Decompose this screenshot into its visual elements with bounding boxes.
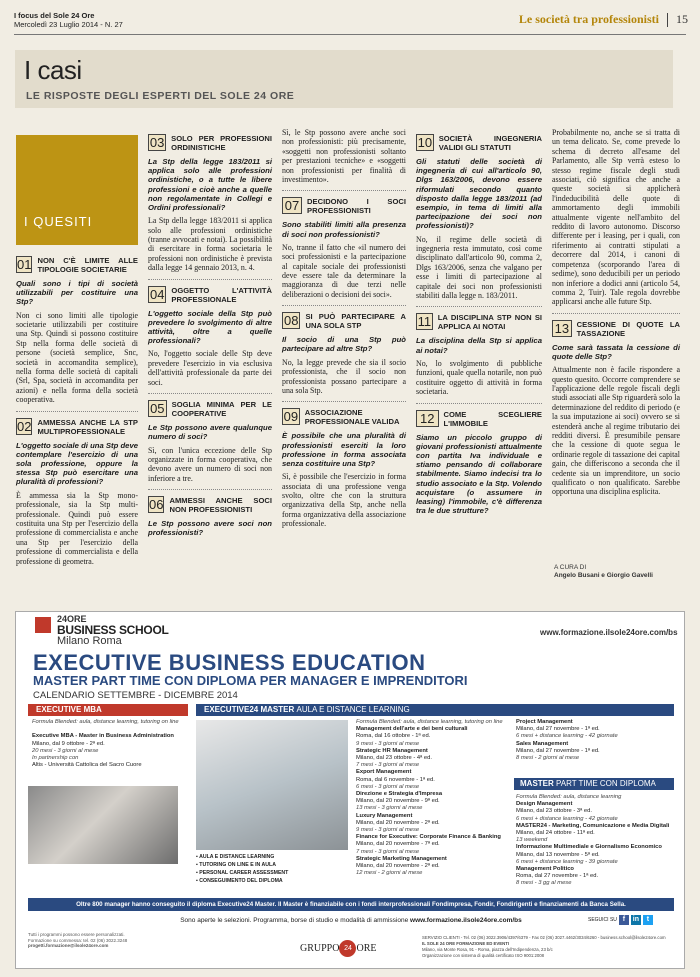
issue-date: Mercoledì 23 Luglio 2014 - N. 27 bbox=[14, 20, 123, 29]
course-line: Luxury Management bbox=[356, 812, 413, 819]
course-list-a bbox=[356, 719, 508, 877]
qa-title: ASSOCIAZIONE PROFESSIONALE VALIDA bbox=[304, 408, 400, 427]
qa-answer: No, l'oggetto sociale delle Stp deve prevedere l'esercizio in via esclusiva dell'attività professionale da parte dei soci. bbox=[148, 349, 272, 387]
column-5 bbox=[552, 128, 680, 503]
qa-item bbox=[416, 134, 542, 300]
course-line: Roma, dal 16 ottobre - 1ª ed. bbox=[356, 733, 431, 740]
course-line: Milano, dal 27 novembre - 1ª ed. bbox=[516, 747, 600, 754]
bar-executive24-title: EXECUTIVE24 MASTER bbox=[204, 705, 295, 714]
qa-number: 06 bbox=[149, 497, 164, 513]
legend-item: ▪ CONSEGUIMENTO DEL DIPLOMA bbox=[196, 878, 283, 884]
logo-mid: BUSINESS SCHOOL bbox=[57, 623, 169, 637]
course-line: 6 mesi + distance learning - 42 giornate bbox=[516, 815, 618, 822]
course-line: Milano, dal 20 novembre - 7ª ed. bbox=[356, 841, 440, 848]
separator bbox=[282, 401, 406, 402]
legend-item: ▪ AULA E DISTANCE LEARNING bbox=[196, 854, 275, 860]
gruppo-24ore-logo: GRUPPO 24 ORE bbox=[300, 940, 376, 957]
course-line: Roma, dal 27 novembre - 1ª ed. bbox=[516, 873, 599, 880]
page-subtitle: LE RISPOSTE DEGLI ESPERTI DEL SOLE 24 ORE bbox=[26, 90, 295, 102]
page-header-right bbox=[519, 12, 688, 27]
ad-headline: EXECUTIVE BUSINESS EDUCATION bbox=[33, 650, 426, 675]
logo-bottom: Milano Roma bbox=[57, 635, 122, 647]
course-line: Export Management bbox=[356, 769, 412, 776]
qa-title: LA DISCIPLINA STP NON SI APPLICA AI NOTAI bbox=[437, 313, 542, 332]
qa-title: AMMESSI ANCHE SOCI NON PROFESSIONISTI bbox=[169, 496, 272, 515]
course-line: 9 mesi - 3 giorni al mese bbox=[356, 827, 420, 834]
course-line: Milano, dal 23 ottobre - 3ª ed. bbox=[516, 808, 592, 815]
qa-answer: La Stp della legge 183/2011 si applica solo alle professioni ordinistiche (tranne avvocati e notai). La possibilità di esercitare in forma societaria le professioni non ordinistiche è prevista dalla legge 14 gennaio 2013, n. 4. bbox=[148, 216, 272, 273]
publication-name: I focus del Sole 24 Ore bbox=[14, 11, 95, 20]
qa-title: SOCIETÀ INGEGNERIA VALIDI GLI STATUTI bbox=[438, 134, 542, 152]
course-line: Milano, dal 23 ottobre - 4ª ed. bbox=[356, 755, 432, 762]
ad-calendar: CALENDARIO SETTEMBRE - DICEMBRE 2014 bbox=[33, 690, 238, 701]
qa-item bbox=[416, 313, 542, 396]
qa-number: 10 bbox=[417, 135, 433, 150]
mba-partner: Altis - Università Cattolica del Sacro Cuore bbox=[32, 762, 142, 769]
qa-item bbox=[552, 320, 680, 497]
course-line: 8 mesi - 3 gg al mese bbox=[516, 880, 572, 887]
header-divider bbox=[667, 13, 668, 27]
separator bbox=[148, 489, 272, 490]
header-rule bbox=[14, 34, 686, 35]
section-title: Le società tra professionisti bbox=[518, 12, 659, 26]
qa-answer: Sì, le Stp possono avere anche soci non professionisti: più precisamente, «soggetti non professionisti soltanto per prestazioni tecniche» e «soggetti non professionisti per finalità di investimento». bbox=[282, 128, 406, 185]
qa-question: Gli statuti delle società di ingegneria di cui all'articolo 90, Dlgs 163/2006, devono essere riformulati secondo quanto disposto dalla legge 183/2011 (ad esempio, in tema di limiti alla partecipazione dei soci non professionisti)? bbox=[416, 157, 542, 231]
qa-number: 04 bbox=[149, 286, 165, 302]
qa-title: CESSIONE DI QUOTE LA TASSAZIONE bbox=[576, 319, 680, 338]
course-line: Formula Blended: aula, distance learning, tutoring on line bbox=[356, 719, 503, 725]
mba-where: Milano, dal 9 ottobre - 2ª ed. bbox=[32, 740, 105, 747]
qa-title: SOLO PER PROFESSIONI ORDINISTICHE bbox=[171, 134, 272, 152]
qa-question: Sono stabiliti limiti alla presenza di soci non professionisti? bbox=[282, 220, 406, 239]
qa-item bbox=[282, 197, 406, 299]
businessman-photo bbox=[196, 720, 348, 850]
qa-answer: No, il regime delle società di ingegneria resta immutato, così come disciplinato dall'articolo 90, comma 2, Dlgs 163/2006, senza che valgano per esse i limiti di partecipazione al capitale dei soci non professionisti stabiliti dalla legge n. 183/2011. bbox=[416, 234, 542, 301]
byline bbox=[554, 564, 653, 580]
logo-top: 24ORE bbox=[57, 614, 87, 624]
course-line: 13 mesi - 3 giorni al mese bbox=[356, 805, 423, 812]
page-header-left bbox=[14, 11, 123, 29]
qa-question: La Stp della legge 183/2011 si applica solo alle professioni ordinistiche, o a tutte le libere professioni e cioè anche a quelle non regolamentate in Collegi e Ordini professionali? bbox=[148, 157, 272, 213]
qa-title: AMMESSA ANCHE LA STP MULTIPROFESSIONALE bbox=[37, 417, 138, 436]
qa-title: DECIDONO I SOCI PROFESSIONISTI bbox=[307, 197, 406, 216]
qa-question: Le Stp possono avere soci non professionisti? bbox=[148, 519, 272, 538]
course-line: Milano, dal 20 novembre - 2ª ed. bbox=[356, 863, 440, 870]
qa-item bbox=[282, 312, 406, 395]
qa-number: 05 bbox=[148, 400, 167, 417]
course-line: Direzione e Strategia d'Impresa bbox=[356, 791, 443, 798]
linkedin-icon[interactable]: in bbox=[632, 916, 640, 923]
legend-item: ▪ PERSONAL CAREER ASSESSMENT bbox=[196, 870, 289, 876]
mba-days: 20 mesi - 3 giorni al mese bbox=[32, 747, 99, 754]
qa-title: NON C'È LIMITE ALLE TIPOLOGIE SOCIETARIE bbox=[37, 256, 138, 274]
qa-question: Il socio di una Stp può partecipare ad altre Stp? bbox=[282, 335, 406, 354]
qa-question: L'oggetto sociale della Stp può prevedere lo svolgimento di altre attività, oltre a quelle professionali? bbox=[148, 308, 272, 346]
qa-question: Come sarà tassata la cessione di quote delle Stp? bbox=[552, 342, 680, 361]
qa-item bbox=[148, 286, 272, 387]
facebook-icon[interactable]: f bbox=[619, 915, 629, 925]
qa-answer: Attualmente non è facile rispondere a questo quesito. Occorre comprendere se l'applicazione delle regole fiscali degli studi associati alle Stp riguarderà solo la determinazione del reddito di periodo (e la sua imputazione ai soci) ovvero se si estenderà anche al regime tributario dei redditi diversi. È presumibile pensare che la cessione di quote segua le ordinarie regole di tassazione dei capital gain, che differiscono a seconda che il cedente sia un imprenditore, un socio qualificato o non qualificato. Sarebbe opportuna una disciplina esplicita. bbox=[552, 365, 680, 497]
qa-answer: Non ci sono limiti alle tipologie societarie utilizzabili per costituire una Stp. Quindi si possono costituire Stp nella forma delle società di persone (società semplice, Snc, società in accomandita semplice), nella forma delle società di capitali (Srl, Spa, società in accomandita per azioni) e nella forma della società cooperativa. bbox=[16, 310, 138, 405]
mba-formula: Formula Blended: aula, distance learning, tutoring on line bbox=[32, 719, 179, 725]
ad-url-link[interactable]: www.formazione.ilsole24ore.com/bs bbox=[540, 628, 678, 637]
qa-title: SI PUÒ PARTECIPARE A UNA SOLA STP bbox=[305, 312, 406, 331]
column-4 bbox=[416, 128, 542, 519]
course-line: Milano, dal 13 novembre - 5ª ed. bbox=[516, 851, 600, 858]
qa-answer: È ammessa sia la Stp mono-professionale, sia la Stp multi-professionale. Quindi può essere costituita una Stp per l'esercizio della professione di commercialista e anche una Stp per l'esercizio della professione di commercialista e della professione di geometra. bbox=[16, 490, 138, 566]
qa-item bbox=[16, 418, 138, 566]
course-line: Strategic Marketing Management bbox=[356, 855, 447, 862]
separator bbox=[416, 306, 542, 307]
qa-question: Le Stp possono avere qualunque numero di soci? bbox=[148, 423, 272, 442]
separator bbox=[282, 305, 406, 306]
qa-question: La disciplina della Stp si applica ai notai? bbox=[416, 336, 542, 355]
qa-question: Siamo un piccolo gruppo di giovani professionisti attualmente con partita Iva individuale e stiamo pensando di collaborare stabilmente. Siamo indecisi tra lo studio associato e la Stp. Volendo acquistare (o assumere in leasing) l'immobile, c'è differenza tra le due strutture? bbox=[416, 432, 542, 516]
course-line: Design Management bbox=[516, 801, 573, 808]
course-list-b bbox=[516, 719, 674, 762]
qa-answer: No, tranne il fatto che «il numero dei soci professionisti e la partecipazione al capitale sociale dei professionisti deve essere tale da determinare la maggioranza di due terzi nelle deliberazioni o decisioni dei soci». bbox=[282, 242, 406, 299]
qa-number: 07 bbox=[282, 197, 302, 214]
qa-answer: Sì, è possibile che l'esercizio in forma associata di una professione venga svolto, oltre che con la struttura organizzativa della Stp, anche nella forma organizzativa della associazione professionale. bbox=[282, 472, 406, 529]
qa-item bbox=[148, 134, 272, 273]
qa-answer: No, lo svolgimento di pubbliche funzioni, quale quella notarile, non può costituire oggetto di attività in forma societaria. bbox=[416, 358, 542, 397]
course-line: Milano, dal 24 ottobre - 11ª ed. bbox=[516, 830, 595, 837]
course-line: Informazione Multimediale e Giornalismo Economico bbox=[516, 844, 662, 851]
mba-partner-label: In partnership con bbox=[32, 755, 79, 762]
course-line: Finance for Executive: Corporate Finance & Banking bbox=[356, 834, 501, 841]
ad-strip-url[interactable]: www.formazione.ilsole24ore.com/bs bbox=[410, 917, 522, 924]
bar-executive24 bbox=[196, 704, 674, 716]
page-title: I casi bbox=[24, 55, 82, 85]
course-line: MASTER24 - Marketing, Comunicazione e Media Digitali bbox=[516, 822, 670, 829]
qa-item bbox=[148, 496, 272, 537]
ad-footer-right: SERVIZIO CLIENTI - Tel. 02 (06) 3022.3906/4397/6379 - Fax 02 (06) 3027.4462/3034/6260 - business.school@ilsole24ore.com IL SOLE 24 ORE FORMAZIONE ED EVENTI Milano, via Monte Rosa, 91 - Roma, piazza dell'Indipendenza, 23 b/c Organizzazione con sistema di qualità certificato ISO 9001:2008 bbox=[422, 935, 666, 958]
qa-number: 02 bbox=[17, 418, 32, 434]
ad-subheadline: MASTER PART TIME CON DIPLOMA PER MANAGER E IMPRENDITORI bbox=[33, 673, 468, 688]
qa-number: 09 bbox=[283, 409, 299, 425]
column-1 bbox=[16, 250, 138, 572]
separator bbox=[552, 313, 680, 314]
qa-number: 11 bbox=[417, 314, 432, 330]
course-line: Roma, dal 6 novembre - 1ª ed. bbox=[356, 776, 435, 783]
course-line: 12 mesi - 2 giorni al mese bbox=[356, 870, 423, 877]
social-links bbox=[588, 915, 653, 925]
qa-title: COME SCEGLIERE L'IMMOBILE bbox=[443, 409, 542, 428]
qa-item bbox=[282, 408, 406, 528]
business-school-logo-icon bbox=[35, 617, 51, 633]
exec-legend bbox=[196, 853, 288, 885]
qa-item bbox=[16, 256, 138, 405]
qa-question: È possibile che una pluralità di professionisti eserciti la loro professione in forma associata senza costituire una Stp? bbox=[282, 431, 406, 468]
course-line: Milano, dal 27 novembre - 1ª ed. bbox=[516, 726, 600, 733]
seguici-label: SEGUICI SU bbox=[588, 917, 617, 923]
qa-title: OGGETTO L'ATTIVITÀ PROFESSIONALE bbox=[171, 285, 272, 304]
separator bbox=[16, 411, 138, 412]
course-line: Management Politico bbox=[516, 866, 574, 873]
bar-master-part-time: MASTER PART TIME CON DIPLOMA bbox=[514, 778, 674, 790]
course-line: 7 mesi - 3 giorni al mese bbox=[356, 762, 420, 769]
separator bbox=[282, 190, 406, 191]
byline-label: A CURA DI bbox=[554, 564, 587, 571]
course-line: 7 mesi - 3 giorni al mese bbox=[356, 848, 420, 855]
qa-question: Quali sono i tipi di società utilizzabili per costituire una Stp? bbox=[16, 279, 138, 307]
qa-number: 01 bbox=[17, 257, 32, 272]
byline-authors: Angelo Busani e Giorgio Gavelli bbox=[554, 572, 653, 579]
course-line: Milano, dal 20 novembre - 9ª ed. bbox=[356, 798, 440, 805]
twitter-icon[interactable]: t bbox=[643, 915, 653, 925]
qa-number: 13 bbox=[552, 320, 572, 337]
bar-executive-mba: EXECUTIVE MBA bbox=[28, 704, 188, 716]
course-line: 13 weekend bbox=[516, 837, 548, 844]
ad-footer-left: Tutti i programmi possono essere personalizzati. Formazione su commessa: tel. 02 (06) 3022.3248 progetti.formazione@ilsole24ore.com bbox=[28, 932, 128, 948]
column-3 bbox=[282, 128, 406, 535]
course-list-c bbox=[516, 794, 674, 888]
qa-number: 08 bbox=[282, 312, 300, 329]
people-photo bbox=[28, 786, 178, 864]
course-line: 9 mesi - 3 giorni al mese bbox=[356, 740, 420, 747]
qa-item bbox=[416, 410, 542, 516]
page-number: 15 bbox=[676, 12, 688, 26]
column-2 bbox=[148, 128, 272, 542]
mba-name: Executive MBA - Master in Business Administration bbox=[32, 733, 174, 740]
course-line: Sales Management bbox=[516, 740, 569, 747]
qa-answer: Probabilmente no, anche se si tratta di un tema delicato. Se, come prevede lo schema di decreto all'esame del Parlamento, alle Stp verrà esteso lo stesso regime fiscale degli studi associati, ciò significa che anche a queste società si applicherà l'indeducibilità delle quote di ammortamento degli immobili attualmente vigente nell'ambito del reddito di lavoro autonomo. Discorso differente per i leasing, per i quali, con riferimento ai contratti stipulati a decorrere dal 2014, i canoni di competenza (scorporando l'area di sedime), sono deducibili per un periodo non inferiore a dodici anni (articolo 54, comma 2, Tuir). Tale regola dovrebbe applicarsi anche alle future Stp. bbox=[552, 128, 680, 307]
course-line: 8 mesi - 2 giorni al mese bbox=[516, 755, 580, 762]
qa-title: SOGLIA MINIMA PER LE COOPERATIVE bbox=[171, 400, 272, 419]
qa-item bbox=[148, 400, 272, 483]
legend-item: ▪ TUTORING ON LINE E IN AULA bbox=[196, 862, 276, 868]
qa-question: L'oggetto sociale di una Stp deve contemplare l'esercizio di una sola professione, oppure la stessa Stp può esercitare una pluralità di professioni? bbox=[16, 440, 138, 487]
course-line: 6 mesi + distance learning - 39 giornate bbox=[516, 858, 618, 865]
course-line: Project Management bbox=[516, 719, 573, 725]
separator bbox=[148, 393, 272, 394]
qa-answer: No, la legge prevede che sia il socio professionista, che il socio non professionista possano partecipare a una sola Stp. bbox=[282, 357, 406, 395]
ad-strip-selections: Sono aperte le selezioni. Programma, borse di studio e modalità di ammissione www.formazione.ilsole24ore.com/bs bbox=[180, 917, 522, 924]
separator bbox=[148, 279, 272, 280]
qa-answer: Sì, con l'unica eccezione delle Stp organizzate in forma cooperativa, che devono avere un numero di soci non inferiore a tre. bbox=[148, 445, 272, 483]
course-line: Strategic HR Management bbox=[356, 747, 428, 754]
course-line: 6 mesi + distance learning - 42 giornate bbox=[516, 733, 618, 740]
course-line: Management dell'arte e dei beni culturali bbox=[356, 726, 468, 733]
course-line: Milano, dal 20 novembre - 2ª ed. bbox=[356, 819, 440, 826]
ad-strip: Oltre 800 manager hanno conseguito il diploma Executive24 Master. Il Master è finanziabile con i fondi interprofessionali Fondimpresa, Fondir, Fondirigenti e finanziamenti da Banca Sella. bbox=[28, 898, 674, 911]
qa-number: 12 bbox=[416, 410, 439, 427]
quesiti-label: I QUESITI bbox=[24, 214, 93, 229]
mba-info bbox=[32, 719, 182, 769]
qa-number: 03 bbox=[149, 135, 165, 150]
separator bbox=[416, 403, 542, 404]
bar-executive24-sub: AULA E DISTANCE LEARNING bbox=[296, 705, 410, 714]
course-line: 6 mesi - 3 giorni al mese bbox=[356, 783, 420, 790]
course-line: Formula Blended: aula, distance learning bbox=[516, 794, 622, 800]
